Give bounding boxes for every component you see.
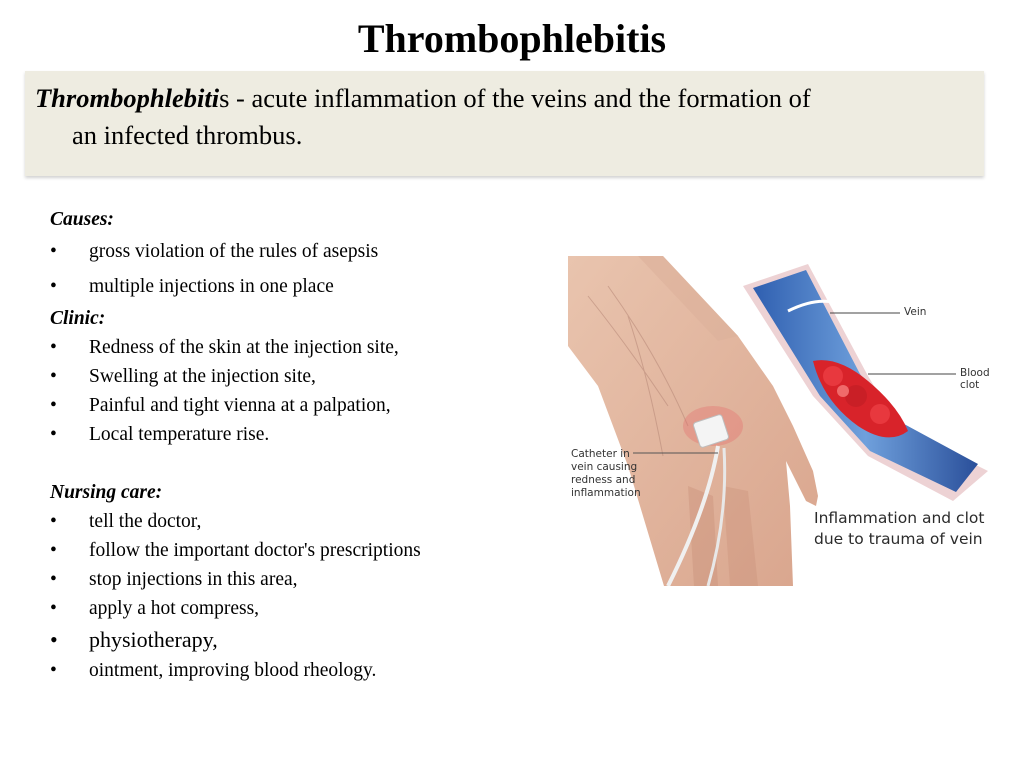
spacer <box>50 449 520 478</box>
definition-term: Thrombophlebiti <box>35 83 220 113</box>
bullet: • <box>50 241 57 262</box>
content-column <box>50 205 520 685</box>
list-item: • multiple injections in one place <box>50 269 520 304</box>
bullet: • <box>50 424 57 445</box>
bullet: • <box>50 540 57 561</box>
bullet: • <box>50 511 57 532</box>
list-item: • Swelling at the injection site, <box>50 362 520 391</box>
bullet: • <box>50 660 57 681</box>
list-item: • Local temperature rise. <box>50 420 520 449</box>
definition-line1: - acute inflammation of the veins and the formation of <box>229 83 811 113</box>
definition-term-suffix: s <box>219 83 230 113</box>
figure-caption <box>814 508 1014 550</box>
nursing-heading: Nursing care: <box>50 482 163 503</box>
blood-clot-label: Blood clot <box>960 367 990 391</box>
bullet: • <box>50 627 58 652</box>
slide-title: Thrombophlebitis <box>357 16 667 61</box>
figure-caption-line2: due to trauma of vein <box>814 530 983 548</box>
list-item: • stop injections in this area, <box>50 565 520 594</box>
bullet: • <box>50 569 57 590</box>
list-item: • tell the doctor, <box>50 507 520 536</box>
list-item: • physiotherapy, <box>50 623 520 656</box>
vein-label: Vein <box>904 306 927 318</box>
bullet: • <box>50 598 57 619</box>
list-item: • Redness of the skin at the injection site, <box>50 333 520 362</box>
list-item: • ointment, improving blood rheology. <box>50 656 520 685</box>
bullet: • <box>50 395 57 416</box>
list-item: • gross violation of the rules of asepsis <box>50 234 520 269</box>
definition-text <box>35 80 970 154</box>
thrombophlebitis-illustration <box>568 256 1012 586</box>
definition-box <box>25 71 984 176</box>
bullet: • <box>50 366 57 387</box>
list-item: • Painful and tight vienna at a palpation, <box>50 391 520 420</box>
bullet: • <box>50 276 57 297</box>
list-item: • follow the important doctor's prescriptions <box>50 536 520 565</box>
list-item: • apply a hot compress, <box>50 594 520 623</box>
figure-caption-line1: Inflammation and clot <box>814 509 985 527</box>
definition-line2: an infected thrombus. <box>72 120 303 150</box>
bullet: • <box>50 337 57 358</box>
clinic-heading: Clinic: <box>50 308 106 329</box>
catheter-label: Catheter in vein causing redness and inflammation <box>571 448 641 499</box>
causes-heading: Causes: <box>50 209 114 230</box>
